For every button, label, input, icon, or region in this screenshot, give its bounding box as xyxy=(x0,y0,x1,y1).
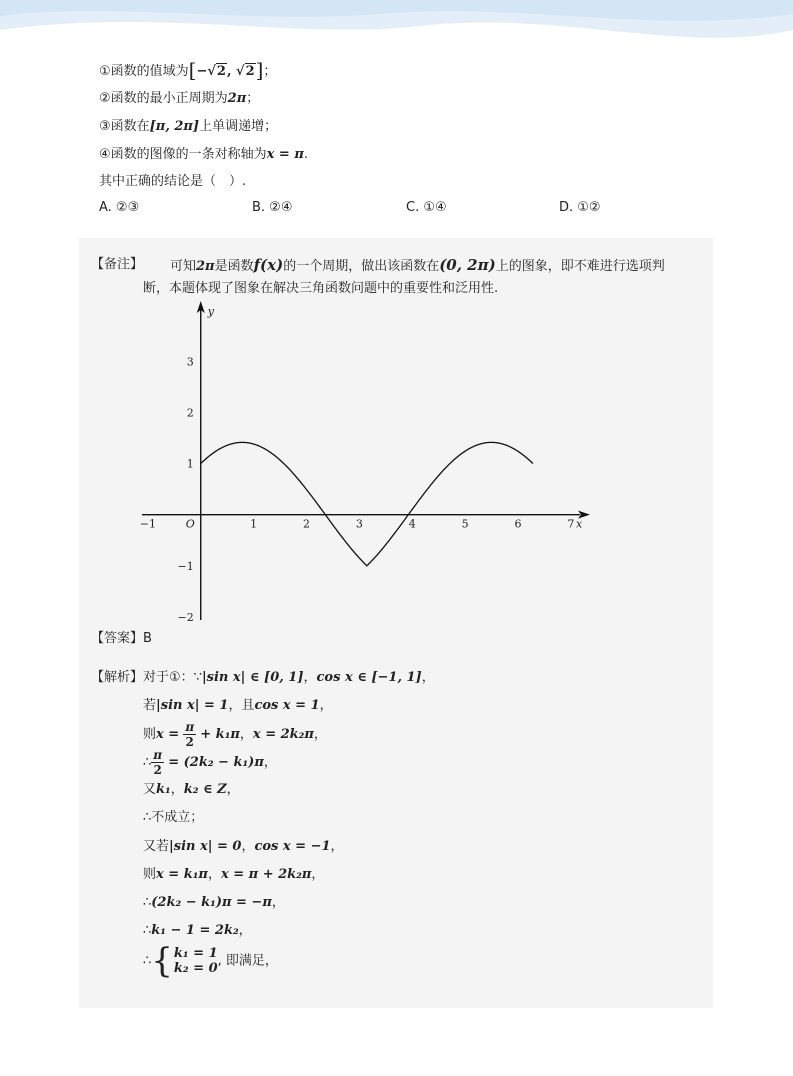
x-tick-label-4: 4 xyxy=(408,517,416,531)
analysis-line-3: 则x = $\frac{\pi}{2}$ + k₁π，x = 2k₂π， xyxy=(143,720,327,749)
x-axis-label: x xyxy=(576,517,583,531)
y-tick-label-0: 3 xyxy=(186,355,194,369)
analysis-line-2: 若|sin x| = 1，且cos x = 1， xyxy=(143,698,333,713)
option-b: B. ②④ xyxy=(252,200,293,215)
origin-label: O xyxy=(185,517,195,531)
analysis-line-9: ∴(2k₂ − k₁)π = −π， xyxy=(143,895,285,910)
statement-2: ②函数的最小正周期为2π； xyxy=(99,91,260,106)
option-d: D. ①② xyxy=(559,200,601,215)
y-axis-label: y xyxy=(207,305,214,318)
statement-3: ③函数在[π, 2π]上单调递增； xyxy=(99,119,278,134)
y-tick-label-1: 2 xyxy=(186,406,194,420)
analysis-line-6: ∴不成立； xyxy=(143,810,204,825)
option-a: A. ②③ xyxy=(99,200,140,215)
question-prompt: 其中正确的结论是（ ）. xyxy=(99,174,247,189)
function-curve xyxy=(201,442,533,565)
y-tick-label-2: 1 xyxy=(186,457,194,471)
note-line-1: 可知2π是函数f(x)的一个周期，做出该函数在(0, 2π)上的图象，即不难进行选项判 xyxy=(170,256,665,274)
statement-1: ①函数的值域为[−√2, √2]； xyxy=(99,58,277,82)
note-tag: 【备注】 xyxy=(91,257,144,272)
analysis-line-7: 又若|sin x| = 0，cos x = −1， xyxy=(143,839,344,854)
x-tick-label-6: 6 xyxy=(514,517,522,531)
analysis-line-1: 对于①：∵|sin x| ∈ [0, 1]，cos x ∈ [−1, 1]， xyxy=(143,670,435,685)
header-wave-decoration xyxy=(0,0,793,60)
note-line-2: 断，本题体现了图象在解决三角函数问题中的重要性和泛用性. xyxy=(143,281,499,296)
option-c: C. ①④ xyxy=(406,200,447,215)
x-tick-label-7: 7 xyxy=(567,517,575,531)
analysis-line-11: ∴ { k₁ = 1 k₂ = 0 , 即满足， xyxy=(143,941,278,981)
analysis-line-8: 则x = k₁π，x = π + 2k₂π， xyxy=(143,867,325,882)
chart-axes xyxy=(139,301,590,620)
analysis-tag: 【解析】 xyxy=(91,670,144,685)
x-tick-label-0: −1 xyxy=(139,517,156,531)
statement-4: ④函数的图像的一条对称轴为x = π. xyxy=(99,147,309,162)
answer: 【答案】B xyxy=(91,631,152,646)
x-tick-label-5: 5 xyxy=(461,517,469,531)
y-tick-label-3: −1 xyxy=(177,559,194,573)
function-graph xyxy=(132,300,592,622)
y-tick-label-4: −2 xyxy=(177,610,194,622)
x-tick-label-3: 3 xyxy=(355,517,363,531)
x-tick-label-2: 2 xyxy=(302,517,310,531)
analysis-line-4: ∴ $\frac{\pi}{2}$ = (2k₂ − k₁)π， xyxy=(143,748,277,777)
analysis-line-5: 又k₁，k₂ ∈ Z， xyxy=(143,782,240,797)
answer-value: B xyxy=(143,631,152,646)
x-tick-label-1: 1 xyxy=(250,517,258,531)
analysis-line-10: ∴k₁ − 1 = 2k₂， xyxy=(143,923,252,938)
